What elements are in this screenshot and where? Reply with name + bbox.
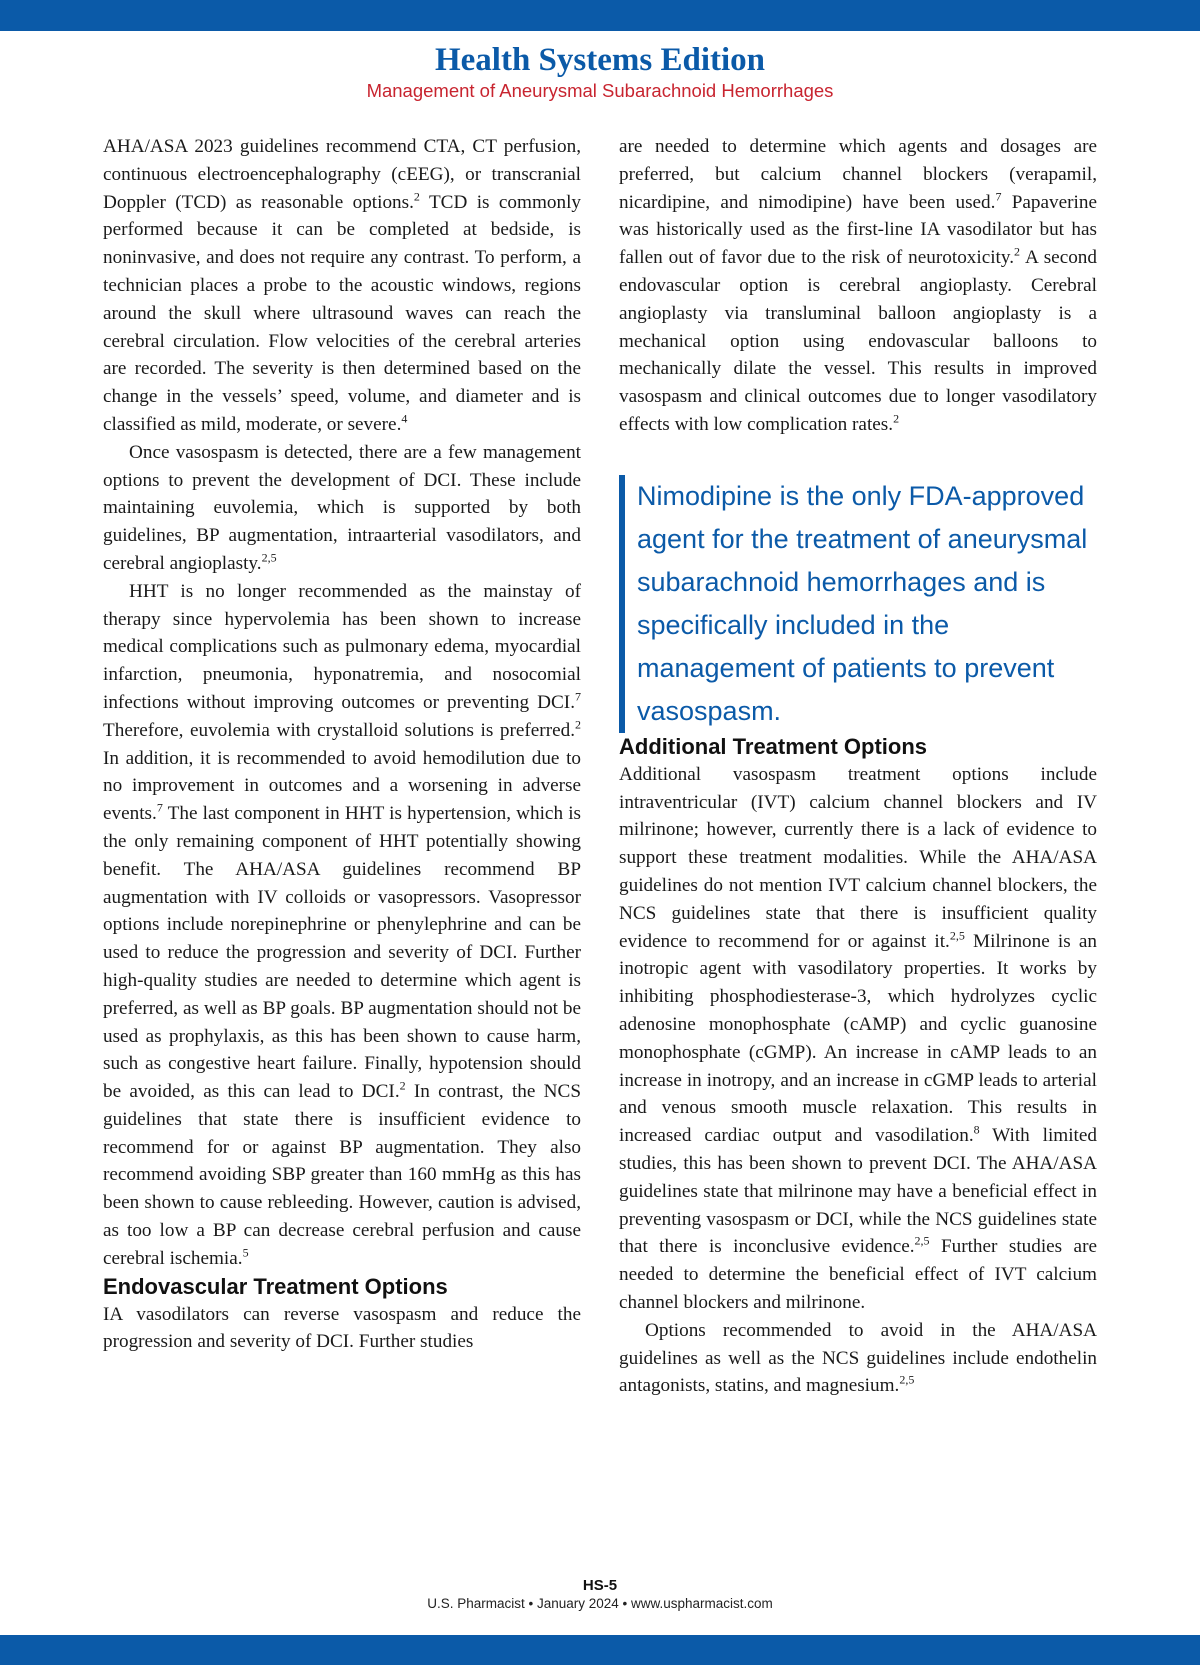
left-paragraph-2: Once vasospasm is detected, there are a few management options to prevent the development of DCI. These include maintaining euvolemia, which is supported by both guidelines, BP augmentation, intraarterial vasodilators, and cerebral angioplasty.$^{2,5}$ <box>103 441 581 574</box>
right-column <box>619 133 1097 1400</box>
right-paragraph-3: Options recommended to avoid in the AHA/ASA guidelines as well as the NCS guidelines include endothelin antagonists, statins, and magnesium.$^{2,5}$ <box>619 1319 1097 1397</box>
masthead <box>0 40 1200 102</box>
right-paragraph-1: are needed to determine which agents and dosages are preferred, but calcium channel blockers (verapamil, nicardipine, and nimodipine) have been used.$^7$ Papaverine was historically used as the first-line IA vasodilator but has fallen out of favor due to the risk of neurotoxicity.$^2$ A second endovascular option is cerebral angioplasty. Cerebral angioplasty via transluminal balloon angioplasty is a mechanical option using endovascular balloons to mechanically dilate the vessel. This results in improved vasospasm and clinical outcomes due to longer vasodilatory effects with low complication rates.$^2$ <box>619 136 1097 435</box>
article-subtitle: Management of Aneurysmal Subarachnoid Hemorrhages <box>366 80 834 101</box>
bottom-color-bar <box>0 1635 1200 1665</box>
pull-quote: Nimodipine is the only FDA-approved agent for the treatment of aneurysmal subarachnoid hemorrhages and is specifically included in the management of patients to prevent vasospasm. <box>619 475 1097 733</box>
left-paragraph-1: AHA/ASA 2023 guidelines recommend CTA, CT perfusion, continuous electroencephalography (cEEG), or transcranial Doppler (TCD) as reasonable options.$^2$ TCD is commonly performed because it can be completed at bedside, is noninvasive, and does not require any contrast. To perform, a technician places a probe to the acoustic windows, regions around the skull where ultrasound waves can reach the cerebral circulation. Flow velocities of the cerebral arteries are recorded. The severity is then determined based on the change in the vessels’ speed, volume, and diameter and is classified as mild, moderate, or severe.$^4$ <box>103 136 581 435</box>
edition-title: Health Systems Edition <box>434 42 766 78</box>
additional-treatment-heading: Additional Treatment Options <box>619 733 928 759</box>
page-number: HS-5 <box>582 1577 618 1594</box>
right-paragraph-2: Additional vasospasm treatment options include intraventricular (IVT) calcium channel blockers and IV milrinone; however, currently there is a lack of evidence to support these treatment modalities. While the AHA/ASA guidelines do not mention IVT calcium channel blockers, the NCS guidelines state that there is insufficient quality evidence to recommend for or against it.$^{2,5}$ Milrinone is an inotropic agent with vasodilatory properties. It works by inhibiting phosphodiesterase-3, which hydrolyzes cyclic adenosine monophosphate (cAMP) and cyclic guanosine monophosphate (cGMP). An increase in cAMP leads to an increase in inotropy, and an increase in cGMP leads to arterial and venous smooth muscle relaxation. This results in increased cardiac output and vasodilation.$^8$ With limited studies, this has been shown to prevent DCI. The AHA/ASA guidelines state that milrinone may have a beneficial effect in preventing vasospasm or DCI, while the NCS guidelines state that there is inconclusive evidence.$^{2,5}$ Further studies are needed to determine the beneficial effect of IVT calcium channel blockers and milrinone. <box>619 763 1097 1313</box>
left-column <box>103 133 581 1356</box>
publication-line: U.S. Pharmacist • January 2024 • www.uspharmacist.com <box>427 1596 773 1611</box>
page-footer <box>0 1576 1200 1613</box>
endovascular-heading: Endovascular Treatment Options <box>103 1273 448 1299</box>
left-paragraph-3: HHT is no longer recommended as the mainstay of therapy since hypervolemia has been shown to increase medical complications such as pulmonary edema, myocardial infarction, pneumonia, hyponatremia, and nosocomial infections without improving outcomes or preventing DCI.$^7$ Therefore, euvolemia with crystalloid solutions is preferred.$^2$ In addition, it is recommended to avoid hemodilution due to no improvement in outcomes and a worsening in adverse events.$^7$ The last component in HHT is hypertension, which is the only remaining component of HHT potentially showing benefit. The AHA/ASA guidelines recommend BP augmentation with IV colloids or vasopressors. Vasopressor options include norepinephrine or phenylephrine and can be used to reduce the progression and severity of DCI. Further high-quality studies are needed to determine which agent is preferred, as well as BP goals. BP augmentation should not be used as prophylaxis, as this has been shown to cause harm, such as congestive heart failure. Finally, hypotension should be avoided, as this can lead to DCI.$^2$ In contrast, the NCS guidelines that state there is insufficient evidence to recommend for or against BP augmentation. They also recommend avoiding SBP greater than 160 mmHg as this has been shown to cause rebleeding. However, caution is advised, as too low a BP can decrease cerebral perfusion and cause cerebral ischemia.$^5$ <box>103 580 582 1269</box>
top-color-bar <box>0 0 1200 31</box>
left-paragraph-4: IA vasodilators can reverse vasospasm and reduce the progression and severity of DCI. Further studies <box>103 1303 581 1353</box>
